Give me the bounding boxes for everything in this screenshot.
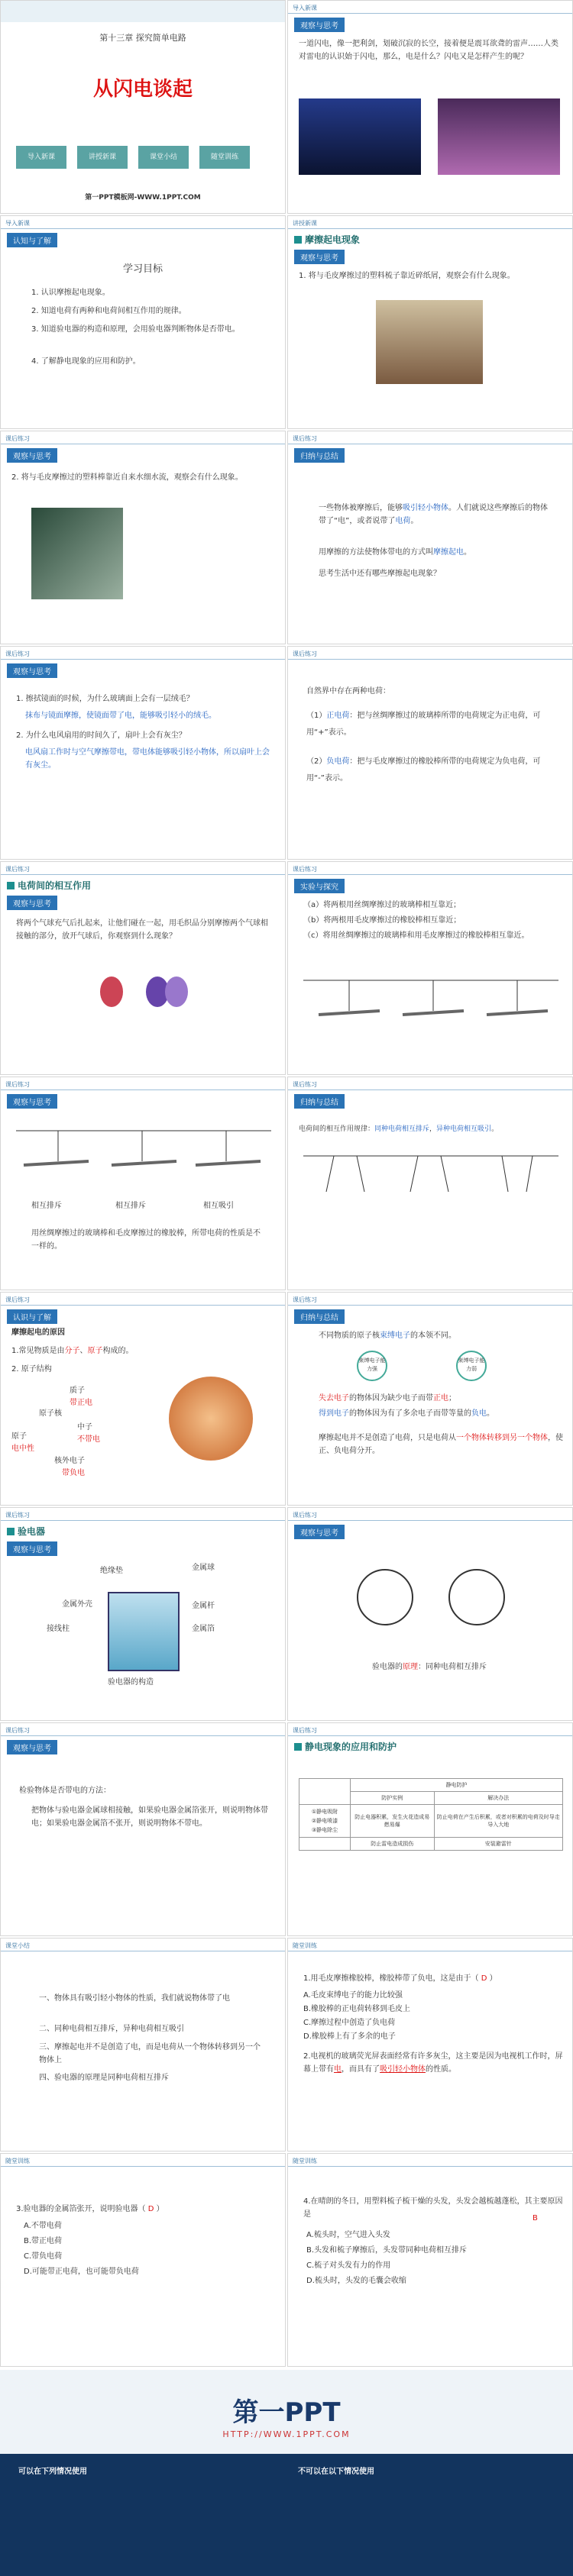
slide-interaction xyxy=(0,1077,286,1290)
section-heading: 摩擦起电现象 xyxy=(294,233,360,246)
goal-item: 3. 知道验电器的构造和原理，会用验电器判断物体是否带电。 xyxy=(31,325,240,334)
section-label: 观察与思考 xyxy=(7,1094,57,1109)
slide-cause xyxy=(287,1292,573,1506)
subheading: 摩擦起电的原因 xyxy=(11,1328,65,1337)
slide-goals xyxy=(0,215,286,429)
result-text: 用丝绸摩擦过的玻璃棒和毛皮摩擦过的橡胶棒，所带电荷的性质是不一样的。 xyxy=(31,1229,261,1251)
summary-item: 二、同种电荷相互排斥，异种电荷相互吸引 xyxy=(39,2025,184,2033)
cause-text: 得到电子的物体因为有了多余电子而带等量的负电。 xyxy=(319,1409,494,1418)
intro-text: 一道闪电，像一把利剑，划破沉寂的长空，接着便是震耳欲聋的雷声……人类对雷电的认识始于闪电，那么，电是什么？闪电又是怎样产生的呢？ xyxy=(299,40,558,61)
slide-exercise-1 xyxy=(287,1938,573,2152)
slide-tag: 讲授新课 xyxy=(293,220,317,227)
step-item[interactable]: 导入新课 xyxy=(16,146,66,169)
balloon xyxy=(100,976,123,1007)
part-label: 金属杆 xyxy=(192,1602,215,1610)
neutron-label: 中子 xyxy=(77,1423,92,1432)
slide-exercise-3 xyxy=(0,2153,286,2367)
exercise-option: B.头发和梳子摩擦后，头发带同种电荷相互排斥 xyxy=(306,2246,468,2255)
slide-tag: 课后练习 xyxy=(293,1081,317,1088)
goal-item: 4. 了解静电现象的应用和防护。 xyxy=(31,357,141,366)
slide-tag: 课后练习 xyxy=(293,866,317,873)
section-heading: 电荷间的相互作用 xyxy=(7,879,91,892)
section-label: 认识与了解 xyxy=(7,1309,57,1324)
footer-url[interactable]: HTTP://WWW.1PPT.COM xyxy=(222,2429,351,2439)
experiment-item: （b）将两根用毛皮摩擦过的橡胶棒相互靠近； xyxy=(303,916,461,925)
slide-tag: 导入新课 xyxy=(293,5,317,11)
figure-caption: 验电器的构造 xyxy=(108,1678,154,1687)
balloon xyxy=(165,976,188,1007)
cause-text: 摩擦起电并不是创造了电荷，只是电荷从一个物体转移到另一个物体，使正、负电荷分开。 xyxy=(319,1434,563,1455)
step-text: 1. 将与毛皮摩擦过的塑料梳子靠近碎纸屑，观察会有什么现象。 xyxy=(299,272,515,280)
goal-item: 2. 知道电荷有两种和电荷间相互作用的规律。 xyxy=(31,307,186,315)
section-label: 观察与思考 xyxy=(294,18,345,32)
section-label: 认知与了解 xyxy=(7,233,57,247)
rods-illustration xyxy=(303,973,558,1041)
summary-item: 一、物体具有吸引轻小物体的性质，我们就说物体带了电 xyxy=(39,1994,230,2003)
exercise-option: D.梳头时，头发的毛囊会收缩 xyxy=(306,2277,406,2285)
section-label: 观察与思考 xyxy=(7,1740,57,1754)
section-label: 实验与探究 xyxy=(294,879,345,893)
goals-heading: 学习目标 xyxy=(122,263,163,275)
section-heading: 静电现象的应用和防护 xyxy=(294,1740,397,1753)
section-label: 观察与思考 xyxy=(7,663,57,678)
step-item[interactable]: 讲授新课 xyxy=(77,146,128,169)
water-photo xyxy=(31,508,123,599)
electron-label: 核外电子 xyxy=(54,1457,85,1465)
summary-text: 一些物体被摩擦后，能够吸引轻小物体。人们就说这些摩擦后的物体带了“电”，或者说带了电荷。 xyxy=(319,504,548,525)
part-label: 金属外壳 xyxy=(62,1600,92,1609)
slide-method xyxy=(0,1722,286,1936)
result-caption: 相互吸引 xyxy=(203,1202,234,1210)
slide-tag: 课后练习 xyxy=(5,650,30,657)
slide-tag: 随堂训练 xyxy=(293,1942,317,1949)
experiment-item: （a）将两根用丝绸摩擦过的玻璃棒相互靠近； xyxy=(303,901,461,909)
lightning-photo xyxy=(299,98,421,175)
balloon-text: 将两个气球充气后扎起来，让他们碰在一起，用毛织品分别摩擦两个气球相接触的部分，放开气球后，你观察到什么现象？ xyxy=(16,919,268,941)
slide-water xyxy=(0,431,286,644)
atom-charge: 电中性 xyxy=(11,1445,34,1453)
step-item[interactable]: 随堂训练 xyxy=(199,146,250,169)
section-label: 归纳与总结 xyxy=(294,1309,345,1324)
method-answer: 把物体与验电器金属球相接触，如果验电器金属箔张开，则说明物体带电；如果验电器金属箔不张开，则说明物体不带电。 xyxy=(31,1806,268,1828)
electroscope-diagram xyxy=(448,1569,505,1625)
part-label: 绝缘垫 xyxy=(100,1567,123,1575)
slide-applications xyxy=(287,1722,573,1936)
proton-charge: 带正电 xyxy=(70,1399,92,1407)
answer-text: 电风扇工作时与空气摩擦带电，带电体能够吸引轻小物体，所以扇叶上会有灰尘。 xyxy=(25,748,270,770)
electroscope-diagram xyxy=(357,1569,413,1625)
negative-charge: （2）负电荷：把与毛皮摩擦过的橡胶棒所带的电荷规定为负电荷，可用“-”表示。 xyxy=(306,757,541,783)
slide-exercise-4 xyxy=(287,2153,573,2367)
part-label: 金属箔 xyxy=(192,1625,215,1633)
lightning-photo xyxy=(438,98,560,175)
exercise-answer: B xyxy=(533,2214,538,2223)
neutron-charge: 不带电 xyxy=(77,1435,100,1444)
slide-friction xyxy=(287,215,573,429)
slide-tag: 课后练习 xyxy=(5,866,30,873)
experiment-item: （c）将用丝绸摩擦过的玻璃棒和用毛皮摩擦过的橡胶棒相互靠近。 xyxy=(303,931,529,940)
footer-banner xyxy=(0,2370,573,2576)
atom-model xyxy=(169,1377,253,1461)
exercise-option: D.可能带正电荷，也可能带负电荷 xyxy=(24,2268,139,2276)
slide-tag: 课后练习 xyxy=(5,1727,30,1734)
question-text: 2. 为什么电风扇用的时间久了，扇叶上会有灰尘？ xyxy=(16,731,186,740)
rule-text: 电荷间的相互作用规律：同种电荷相互排斥，异种电荷相互吸引。 xyxy=(299,1125,499,1133)
slide-tag: 随堂训练 xyxy=(5,2158,30,2164)
slide-tag: 课后练习 xyxy=(293,1727,317,1734)
slide-questions xyxy=(0,646,286,860)
atom-text: 2. 原子结构 xyxy=(11,1365,52,1374)
slide-tag: 课后练习 xyxy=(293,435,317,442)
slide-atom xyxy=(0,1292,286,1506)
slide-experiment xyxy=(287,861,573,1075)
electron-charge: 带负电 xyxy=(62,1469,85,1477)
result-caption: 相互排斥 xyxy=(31,1202,62,1210)
slide-balloons xyxy=(0,861,286,1075)
slide-tag: 课后练习 xyxy=(5,1081,30,1088)
chapter-title: 第十三章 探究简单电路 xyxy=(99,33,186,43)
cause-text: 不同物质的原子核束缚电子的本领不同。 xyxy=(319,1332,456,1340)
section-label: 观察与思考 xyxy=(294,1525,345,1539)
slide-tag: 课后练习 xyxy=(5,1512,30,1519)
summary-question: 思考生活中还有哪些摩擦起电现象？ xyxy=(319,570,441,578)
exercise-option: A.梳头时，空气进入头发 xyxy=(306,2231,390,2239)
footer-forbidden: 不可以在以下情况使用 xyxy=(298,2468,374,2476)
lesson-title: 从闪电谈起 xyxy=(92,78,193,101)
question-text: 1. 擦拭镜面的时候，为什么玻璃面上会有一层绒毛？ xyxy=(16,695,194,703)
strong-binding-circle: 束缚电子能力强 xyxy=(357,1351,387,1381)
slide-electroscope xyxy=(0,1507,286,1721)
slide-tag: 课堂小结 xyxy=(5,1942,30,1949)
lesson-steps xyxy=(16,146,250,169)
nucleus-label: 原子核 xyxy=(39,1409,62,1418)
exercise-question: 3.验电器的金属箔张开，说明验电器（ D ） xyxy=(16,2205,164,2213)
slide-tag: 随堂训练 xyxy=(293,2158,317,2164)
charges-intro: 自然界中存在两种电荷： xyxy=(306,687,390,696)
comb-photo xyxy=(376,300,483,384)
exercise-option: C.带负电荷 xyxy=(24,2252,63,2261)
section-label: 归纳与总结 xyxy=(294,1094,345,1109)
exercise-question: 4.在晴朗的冬日，用塑料梳子梳干燥的头发，头发会越梳越蓬松，其主要原因是 xyxy=(303,2197,563,2219)
electroscope-model xyxy=(108,1592,180,1671)
section-label: 观察与思考 xyxy=(7,1541,57,1556)
section-heading: 验电器 xyxy=(7,1525,45,1538)
goal-item: 1. 认识摩擦起电现象。 xyxy=(31,289,110,297)
exercise-option: C.梳子对头发有力的作用 xyxy=(306,2261,391,2270)
part-label: 接线柱 xyxy=(47,1625,70,1633)
exercise-option: A.不带电荷 xyxy=(24,2222,62,2230)
exercise-option: D.橡胶棒上有了多余的电子 xyxy=(303,2032,396,2041)
footer-allowed: 可以在下列情况使用 xyxy=(18,2468,87,2476)
slide-summary xyxy=(0,1938,286,2152)
slide-intro xyxy=(287,0,573,214)
step-text: 2. 将与毛皮摩擦过的塑料棒靠近自来水细水流，观察会有什么现象。 xyxy=(11,473,243,482)
slide-tag: 课后练习 xyxy=(293,1512,317,1519)
slide-tag: 课后练习 xyxy=(5,435,30,442)
answer-text: 抹布与镜面摩擦，使镜面带了电，能够吸引轻小的绒毛。 xyxy=(25,712,216,720)
method-question: 检验物体是否带电的方法： xyxy=(19,1787,111,1795)
exercise-option: B.带正电荷 xyxy=(24,2237,63,2245)
principle-caption: 验电器的原理：同种电荷相互排斥 xyxy=(372,1663,487,1671)
summary-text: 用摩擦的方法使物体带电的方式叫摩擦起电。 xyxy=(319,548,471,557)
rods-illustration xyxy=(16,1123,271,1192)
summary-item: 三、摩擦起电并不是创造了电，而是电荷从一个物体转移到另一个物体上 xyxy=(39,2043,261,2064)
proton-label: 质子 xyxy=(70,1386,85,1395)
result-caption: 相互排斥 xyxy=(115,1202,146,1210)
atom-text: 1.常见物质是由分子、原子构成的。 xyxy=(11,1347,134,1355)
atom-label: 原子 xyxy=(11,1432,27,1441)
slide-tag: 课后练习 xyxy=(293,650,317,657)
footer-logo: 第一PPT xyxy=(232,2397,341,2428)
slide-tag: 课后练习 xyxy=(293,1296,317,1303)
slide-tag: 导入新课 xyxy=(5,220,30,227)
section-label: 观察与思考 xyxy=(7,448,57,463)
section-label: 观察与思考 xyxy=(7,896,57,910)
slide-summary-1 xyxy=(287,431,573,644)
section-label: 观察与思考 xyxy=(294,250,345,264)
exercise-option: B.橡胶棒的正电荷转移到毛皮上 xyxy=(303,2005,411,2013)
step-item[interactable]: 课堂小结 xyxy=(138,146,189,169)
slide-rule xyxy=(287,1077,573,1290)
section-label: 归纳与总结 xyxy=(294,448,345,463)
part-label: 金属球 xyxy=(192,1564,215,1572)
exercise-option: C.摩擦过程中创造了负电荷 xyxy=(303,2019,396,2027)
site-text: 第一PPT模板网-WWW.1PPT.COM xyxy=(85,194,201,202)
slide-cover xyxy=(0,0,286,214)
protection-table: 静电防护 防护实例 解决办法 ①静电吸附 ②静电喷漆 ③静电除尘 防止电器积累，发生火花造成易燃易爆 防止电荷在产生后积累，或者对积累的电荷及时导走导入大地 防止雷电造成损伤 安装避雷针 xyxy=(299,1778,563,1851)
weak-binding-circle: 束缚电子能力弱 xyxy=(456,1351,487,1381)
exercise-option: A.毛皮束缚电子的能力比较强 xyxy=(303,1991,403,2000)
exercise-question: 1.用毛皮摩擦橡胶棒，橡胶棒带了负电，这是由于（ D ） xyxy=(303,1974,497,1983)
exercise-question: 2.电视机的玻璃荧光屏表面经常有许多灰尘，这主要是因为电视机工作时，屏幕上带有电，而具有了吸引轻小物体的性质。 xyxy=(303,2052,563,2074)
cause-text: 失去电子的物体因为缺少电子而带正电； xyxy=(319,1394,456,1403)
slide-principle xyxy=(287,1507,573,1721)
charge-diagram xyxy=(303,1150,558,1211)
summary-item: 四、验电器的原理是同种电荷相互排斥 xyxy=(39,2074,169,2082)
positive-charge: （1）正电荷：把与丝绸摩擦过的玻璃棒所带的电荷规定为正电荷，可用“+”表示。 xyxy=(306,712,541,737)
slide-tag: 课后练习 xyxy=(5,1296,30,1303)
slide-charges xyxy=(287,646,573,860)
